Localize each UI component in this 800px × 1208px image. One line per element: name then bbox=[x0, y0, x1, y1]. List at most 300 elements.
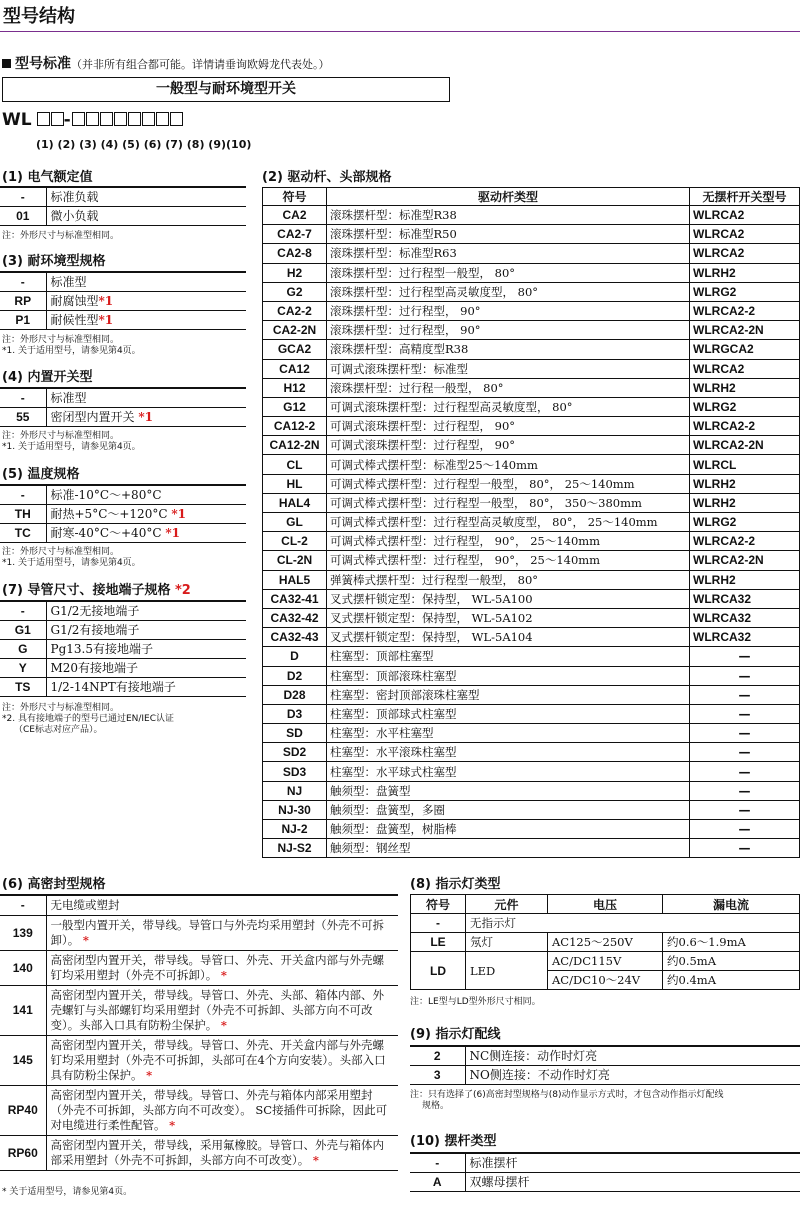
element-cell: 氖灯 bbox=[466, 933, 548, 952]
table-row bbox=[263, 378, 800, 397]
sec9-title: (9) 指示灯配线 bbox=[410, 1027, 501, 1042]
note: （CE标志对应产品）。 bbox=[14, 725, 103, 735]
code-cell: 55 bbox=[0, 407, 46, 426]
current-cell: 约0.5mA bbox=[663, 952, 800, 971]
code-cell: TS bbox=[0, 677, 46, 696]
desc-cell: 标准负载 bbox=[46, 187, 246, 206]
title-divider bbox=[0, 31, 800, 32]
lever-type-cell: 柱塞型：顶部柱塞型 bbox=[327, 647, 690, 666]
table-row bbox=[411, 952, 800, 971]
table-row bbox=[263, 628, 800, 647]
code-cell: - bbox=[0, 272, 46, 291]
lever-type-cell: 柱塞型：顶部滚珠柱塞型 bbox=[327, 666, 690, 685]
code-cell: CL-2N bbox=[263, 551, 327, 570]
lever-type-cell: 滚珠摆杆型：过行程型， 90° bbox=[327, 321, 690, 340]
model-prefix: WL bbox=[2, 110, 32, 130]
table-row bbox=[263, 666, 800, 685]
lever-type-cell: 柱塞型：水平滚珠柱塞型 bbox=[327, 743, 690, 762]
code-cell: 139 bbox=[0, 916, 46, 951]
switch-model-cell: — bbox=[690, 647, 800, 666]
table-row bbox=[0, 1086, 398, 1136]
sec4-notes bbox=[2, 431, 141, 453]
code-cell: - bbox=[0, 895, 46, 916]
current-cell: 约0.6～1.9mA bbox=[663, 933, 800, 952]
switch-model-cell: — bbox=[690, 839, 800, 858]
switch-model-cell: — bbox=[690, 781, 800, 800]
lever-type-cell: 滚珠摆杆型：过行程型， 90° bbox=[327, 301, 690, 320]
code-cell: HAL4 bbox=[263, 493, 327, 512]
model-code bbox=[2, 110, 183, 130]
switch-model-cell: WLRCA2-2 bbox=[690, 417, 800, 436]
table-row bbox=[263, 647, 800, 666]
sec8-table bbox=[410, 894, 800, 990]
code-cell: SD2 bbox=[263, 743, 327, 762]
lever-type-cell: 叉式摆杆锁定型：保持型， WL-5A104 bbox=[327, 628, 690, 647]
table-row bbox=[0, 639, 246, 658]
desc-cell: 耐腐蚀型*1 bbox=[46, 291, 246, 310]
note: * 关于适用型号，请参见第4页。 bbox=[2, 1187, 133, 1197]
table-row bbox=[263, 513, 800, 532]
code-cell: 145 bbox=[0, 1036, 46, 1086]
sec3-table bbox=[0, 271, 246, 330]
desc-cell: M20有接地端子 bbox=[46, 658, 246, 677]
table-row bbox=[263, 724, 800, 743]
code-cell: CL bbox=[263, 455, 327, 474]
switch-model-cell: — bbox=[690, 704, 800, 723]
sec6-title: (6) 高密封型规格 bbox=[2, 877, 106, 892]
switch-model-cell: WLRH2 bbox=[690, 263, 800, 282]
table-row bbox=[263, 244, 800, 263]
sec7-table bbox=[0, 600, 246, 697]
table-row bbox=[263, 206, 800, 225]
desc-cell: 标准-10°C～+80°C bbox=[46, 485, 246, 504]
table-row bbox=[263, 225, 800, 244]
square-bullet-icon bbox=[2, 59, 11, 68]
desc-cell: Pg13.5有接地端子 bbox=[46, 639, 246, 658]
sec6-table bbox=[0, 894, 398, 1171]
code-position-numbers: (1) (2) (3) (4) (5) (6) (7) (8) (9)(10) bbox=[36, 138, 252, 151]
lever-type-cell: 可调式棒式摆杆型：过行程型， 90°， 25～140mm bbox=[327, 551, 690, 570]
table-row bbox=[263, 397, 800, 416]
header-cell: 符号 bbox=[263, 188, 327, 206]
desc-cell: G1/2有接地端子 bbox=[46, 620, 246, 639]
table-row bbox=[0, 986, 398, 1036]
switch-model-cell: WLRCA2-2N bbox=[690, 551, 800, 570]
table-row bbox=[0, 1036, 398, 1086]
code-cell: NJ-S2 bbox=[263, 839, 327, 858]
code-cell: GL bbox=[263, 513, 327, 532]
code-cell: CL-2 bbox=[263, 532, 327, 551]
current-cell: 约0.4mA bbox=[663, 971, 800, 990]
desc-cell: 高密闭型内置开关，带导线。导管口、外壳、开关盒内部与外壳螺钉均采用塑封（外壳不可拆卸，头部可在4个方向安装）。头部入口具有防粉尘保护。 * bbox=[46, 1036, 398, 1086]
table-row bbox=[263, 570, 800, 589]
lever-type-cell: 滚珠摆杆型：过行程型高灵敏度型， 80° bbox=[327, 282, 690, 301]
code-cell: 140 bbox=[0, 951, 46, 986]
asterisk-mark: *1 bbox=[138, 410, 153, 424]
sec7-title: (7) 导管尺寸、接地端子规格 *2 bbox=[2, 583, 191, 598]
code-cell: 2 bbox=[410, 1046, 465, 1065]
table-row bbox=[0, 895, 398, 916]
table-row bbox=[410, 1046, 800, 1065]
table-row bbox=[263, 839, 800, 858]
lever-type-cell: 柱塞型：顶部球式柱塞型 bbox=[327, 704, 690, 723]
table-row bbox=[411, 914, 800, 933]
code-cell: - bbox=[0, 388, 46, 407]
sec9-table bbox=[410, 1045, 800, 1085]
lever-type-cell: 柱塞型：密封顶部滚珠柱塞型 bbox=[327, 685, 690, 704]
code-box-6 bbox=[114, 112, 127, 126]
code-box-7 bbox=[128, 112, 141, 126]
lever-type-cell: 弹簧棒式摆杆型：过行程型一般型， 80° bbox=[327, 570, 690, 589]
asterisk-mark: * bbox=[169, 1118, 176, 1132]
sec10-table bbox=[410, 1152, 800, 1192]
table-row bbox=[0, 388, 246, 407]
note: 注：外形尺寸与标准型相同。 bbox=[2, 547, 120, 557]
code-cell: - bbox=[410, 1153, 465, 1172]
asterisk-mark: *2 bbox=[175, 583, 191, 598]
desc-cell: 高密闭型内置开关，带导线。导管口、外壳、开关盒内部与外壳螺钉均采用塑封（外壳不可拆卸）。 * bbox=[46, 951, 398, 986]
note: 规格。 bbox=[422, 1101, 450, 1111]
desc-cell: 密闭型内置开关 *1 bbox=[46, 407, 246, 426]
code-cell: D3 bbox=[263, 704, 327, 723]
code-cell: NJ-30 bbox=[263, 800, 327, 819]
switch-model-cell: WLRCA2 bbox=[690, 244, 800, 263]
code-cell: H12 bbox=[263, 378, 327, 397]
switch-model-cell: — bbox=[690, 666, 800, 685]
asterisk-mark: *1 bbox=[98, 294, 114, 308]
table-row bbox=[0, 601, 246, 620]
sec7-notes bbox=[2, 703, 174, 736]
desc-cell: 一般型内置开关，带导线。导管口与外壳均采用塑封（外壳不可拆卸）。 * bbox=[46, 916, 398, 951]
note: *1. 关于适用型号，请参见第4页。 bbox=[2, 558, 141, 568]
sec3-title: (3) 耐环境型规格 bbox=[2, 254, 106, 269]
code-cell: RP bbox=[0, 291, 46, 310]
table-row bbox=[263, 781, 800, 800]
lever-type-cell: 滚珠摆杆型：标准型R63 bbox=[327, 244, 690, 263]
note: *1. 关于适用型号，请参见第4页。 bbox=[2, 442, 141, 452]
code-cell: CA12-2N bbox=[263, 436, 327, 455]
asterisk-mark: * bbox=[146, 1068, 153, 1082]
switch-model-cell: — bbox=[690, 743, 800, 762]
code-cell: NJ bbox=[263, 781, 327, 800]
code-cell: SD bbox=[263, 724, 327, 743]
note: 注：外形尺寸与标准型相同。 bbox=[2, 431, 120, 441]
code-cell: G bbox=[0, 639, 46, 658]
switch-model-cell: — bbox=[690, 820, 800, 839]
table-row bbox=[0, 677, 246, 696]
sec4-table bbox=[0, 387, 246, 427]
table-row bbox=[0, 310, 246, 329]
desc-cell: NC侧连接：动作时灯亮 bbox=[465, 1046, 800, 1065]
table-row bbox=[263, 474, 800, 493]
switch-model-cell: WLRCA2-2 bbox=[690, 301, 800, 320]
code-box-9 bbox=[156, 112, 169, 126]
sec5-title: (5) 温度规格 bbox=[2, 467, 80, 482]
switch-model-cell: WLRH2 bbox=[690, 378, 800, 397]
table-row bbox=[263, 532, 800, 551]
switch-model-cell: — bbox=[690, 762, 800, 781]
switch-model-cell: WLRCL bbox=[690, 455, 800, 474]
switch-model-cell: — bbox=[690, 724, 800, 743]
switch-model-cell: WLRH2 bbox=[690, 493, 800, 512]
table-row bbox=[0, 291, 246, 310]
code-cell: D bbox=[263, 647, 327, 666]
header-cell: 无摆杆开关型号 bbox=[690, 188, 800, 206]
asterisk-mark: * bbox=[82, 933, 89, 947]
code-cell: CA2-2N bbox=[263, 321, 327, 340]
table-row bbox=[263, 608, 800, 627]
code-dash: - bbox=[63, 110, 71, 130]
table-row bbox=[0, 1136, 398, 1171]
code-cell: - bbox=[411, 914, 466, 933]
lever-type-cell: 可调式滚珠摆杆型：标准型 bbox=[327, 359, 690, 378]
code-cell: GCA2 bbox=[263, 340, 327, 359]
code-cell: H2 bbox=[263, 263, 327, 282]
lever-type-cell: 触须型：盘簧型，多圈 bbox=[327, 800, 690, 819]
code-cell: - bbox=[0, 601, 46, 620]
code-cell: CA32-42 bbox=[263, 608, 327, 627]
standard-line bbox=[2, 53, 330, 73]
table-row bbox=[410, 1172, 800, 1191]
desc-cell: 标准摆杆 bbox=[465, 1153, 800, 1172]
code-cell: SD3 bbox=[263, 762, 327, 781]
page-title: 型号结构 bbox=[3, 6, 75, 27]
lever-type-cell: 触须型：盘簧型 bbox=[327, 781, 690, 800]
header-cell: 驱动杆类型 bbox=[327, 188, 690, 206]
table-row bbox=[0, 272, 246, 291]
note: *1. 关于适用型号，请参见第4页。 bbox=[2, 346, 141, 356]
switch-model-cell: WLRCA2-2 bbox=[690, 532, 800, 551]
lever-type-cell: 可调式棒式摆杆型：标准型25～140mm bbox=[327, 455, 690, 474]
sec2-table bbox=[262, 187, 800, 858]
note: 注：外形尺寸与标准型相同。 bbox=[2, 231, 120, 241]
header-cell: 符号 bbox=[411, 895, 466, 914]
asterisk-mark: *1 bbox=[171, 507, 186, 521]
table-row bbox=[263, 704, 800, 723]
sec1-notes bbox=[2, 231, 119, 242]
switch-model-cell: WLRCA32 bbox=[690, 628, 800, 647]
table-row bbox=[263, 340, 800, 359]
note: 注：外形尺寸与标准型相同。 bbox=[2, 703, 120, 713]
table-row bbox=[0, 407, 246, 426]
asterisk-mark: * bbox=[220, 1018, 227, 1032]
desc-cell: 标准型 bbox=[46, 272, 246, 291]
switch-model-cell: WLRCA2 bbox=[690, 206, 800, 225]
voltage-cell: AC125～250V bbox=[548, 933, 663, 952]
asterisk-mark: *1 bbox=[98, 313, 114, 327]
table-row bbox=[263, 359, 800, 378]
code-cell: RP60 bbox=[0, 1136, 46, 1171]
code-cell: CA32-41 bbox=[263, 589, 327, 608]
switch-model-cell: WLRCA32 bbox=[690, 589, 800, 608]
switch-model-cell: WLRG2 bbox=[690, 282, 800, 301]
table-row bbox=[0, 916, 398, 951]
standard-title: 型号标准 bbox=[15, 56, 71, 72]
table-row bbox=[410, 1153, 800, 1172]
code-cell: - bbox=[0, 485, 46, 504]
standard-note: （并非所有组合都可能。详情请垂询欧姆龙代表处。） bbox=[71, 58, 330, 71]
lever-type-cell: 滚珠摆杆型：标准型R50 bbox=[327, 225, 690, 244]
sec10-title: (10) 摆杆类型 bbox=[410, 1134, 497, 1149]
code-cell: G12 bbox=[263, 397, 327, 416]
lever-type-cell: 可调式滚珠摆杆型：过行程型， 90° bbox=[327, 436, 690, 455]
sec4-title: (4) 内置开关型 bbox=[2, 370, 93, 385]
table-row bbox=[0, 504, 246, 523]
table-row bbox=[263, 762, 800, 781]
lever-type-cell: 可调式棒式摆杆型：过行程型一般型， 80°， 25～140mm bbox=[327, 474, 690, 493]
code-cell: 141 bbox=[0, 986, 46, 1036]
table-header-row bbox=[263, 188, 800, 206]
code-cell: LD bbox=[411, 952, 466, 990]
desc-cell: 双螺母摆杆 bbox=[465, 1172, 800, 1191]
code-cell: G2 bbox=[263, 282, 327, 301]
table-row bbox=[0, 658, 246, 677]
table-row bbox=[0, 206, 246, 225]
switch-model-cell: — bbox=[690, 685, 800, 704]
code-cell: A bbox=[410, 1172, 465, 1191]
sec1-title: (1) 电气额定值 bbox=[2, 170, 93, 185]
code-box-3 bbox=[72, 112, 85, 126]
voltage-cell: AC/DC115V bbox=[548, 952, 663, 971]
lever-type-cell: 可调式棒式摆杆型：过行程型高灵敏度型， 80°， 25～140mm bbox=[327, 513, 690, 532]
table-row bbox=[263, 263, 800, 282]
code-cell: CA2-8 bbox=[263, 244, 327, 263]
lever-type-cell: 叉式摆杆锁定型：保持型， WL-5A102 bbox=[327, 608, 690, 627]
switch-model-cell: WLRH2 bbox=[690, 570, 800, 589]
code-cell: CA12 bbox=[263, 359, 327, 378]
code-box-5 bbox=[100, 112, 113, 126]
table-row bbox=[0, 951, 398, 986]
switch-model-cell: WLRCA2 bbox=[690, 225, 800, 244]
table-row bbox=[411, 933, 800, 952]
table-row bbox=[263, 321, 800, 340]
code-cell: HL bbox=[263, 474, 327, 493]
switch-model-cell: WLRCA2-2N bbox=[690, 436, 800, 455]
switch-model-cell: WLRCA32 bbox=[690, 608, 800, 627]
code-cell: D2 bbox=[263, 666, 327, 685]
lever-type-cell: 叉式摆杆锁定型：保持型， WL-5A100 bbox=[327, 589, 690, 608]
switch-model-cell: WLRGCA2 bbox=[690, 340, 800, 359]
table-row bbox=[263, 282, 800, 301]
switch-type-banner: 一般型与耐环境型开关 bbox=[2, 77, 450, 102]
lever-type-cell: 可调式滚珠摆杆型：过行程型高灵敏度型， 80° bbox=[327, 397, 690, 416]
table-header-row bbox=[411, 895, 800, 914]
table-row bbox=[0, 485, 246, 504]
switch-model-cell: WLRCA2-2N bbox=[690, 321, 800, 340]
lever-type-cell: 滚珠摆杆型：过行程型一般型， 80° bbox=[327, 263, 690, 282]
lever-type-cell: 触须型：盘簧型，树脂棒 bbox=[327, 820, 690, 839]
header-cell: 元件 bbox=[466, 895, 548, 914]
lever-type-cell: 滚珠摆杆型：过行程一般型， 80° bbox=[327, 378, 690, 397]
element-cell: LED bbox=[466, 952, 548, 990]
switch-model-cell: WLRH2 bbox=[690, 474, 800, 493]
table-row bbox=[263, 436, 800, 455]
code-cell: HAL5 bbox=[263, 570, 327, 589]
asterisk-mark: *1 bbox=[165, 526, 180, 540]
desc-cell: 耐寒-40°C～+40°C *1 bbox=[46, 523, 246, 542]
desc-cell: 标准型 bbox=[46, 388, 246, 407]
desc-cell: 高密闭型内置开关，带导线。导管口、外壳、头部、箱体内部、外壳螺钉与头部螺钉均采用塑封（外壳不可拆卸、头部方向不可改变）。头部入口具有防粉尘保护。 * bbox=[46, 986, 398, 1036]
table-row bbox=[263, 301, 800, 320]
sec8-notes bbox=[410, 997, 541, 1008]
table-row bbox=[263, 685, 800, 704]
desc-cell: 1/2-14NPT有接地端子 bbox=[46, 677, 246, 696]
note: 注：外形尺寸与标准型相同。 bbox=[2, 335, 120, 345]
code-cell: TC bbox=[0, 523, 46, 542]
desc-cell: NO侧连接：不动作时灯亮 bbox=[465, 1065, 800, 1084]
table-row bbox=[263, 589, 800, 608]
table-row bbox=[263, 493, 800, 512]
code-cell: D28 bbox=[263, 685, 327, 704]
lever-type-cell: 滚珠摆杆型：高精度型R38 bbox=[327, 340, 690, 359]
sec9-notes bbox=[410, 1090, 724, 1112]
table-row bbox=[263, 800, 800, 819]
code-box-1 bbox=[37, 112, 50, 126]
code-cell: - bbox=[0, 187, 46, 206]
code-box-4 bbox=[86, 112, 99, 126]
code-cell: CA2-2 bbox=[263, 301, 327, 320]
sec3-notes bbox=[2, 335, 141, 357]
code-box-8 bbox=[142, 112, 155, 126]
table-row bbox=[263, 743, 800, 762]
note: 注：LE型与LD型外形尺寸相同。 bbox=[410, 997, 541, 1007]
code-cell: 01 bbox=[0, 206, 46, 225]
code-cell: RP40 bbox=[0, 1086, 46, 1136]
table-row bbox=[0, 620, 246, 639]
code-box-2 bbox=[51, 112, 64, 126]
asterisk-mark: * bbox=[220, 968, 227, 982]
note: 注：只有选择了(6)高密封型规格与(8)动作显示方式时，才包含动作指示灯配线 bbox=[410, 1090, 724, 1100]
lever-type-cell: 柱塞型：水平球式柱塞型 bbox=[327, 762, 690, 781]
switch-model-cell: WLRCA2 bbox=[690, 359, 800, 378]
code-cell: P1 bbox=[0, 310, 46, 329]
table-row bbox=[263, 551, 800, 570]
code-cell: CA12-2 bbox=[263, 417, 327, 436]
table-row bbox=[410, 1065, 800, 1084]
code-cell: CA32-43 bbox=[263, 628, 327, 647]
voltage-cell: AC/DC10～24V bbox=[548, 971, 663, 990]
code-cell: 3 bbox=[410, 1065, 465, 1084]
lever-type-cell: 滚珠摆杆型：标准型R38 bbox=[327, 206, 690, 225]
lever-type-cell: 可调式棒式摆杆型：过行程型， 90°， 25～140mm bbox=[327, 532, 690, 551]
code-cell: CA2 bbox=[263, 206, 327, 225]
table-row bbox=[263, 417, 800, 436]
code-box-10 bbox=[170, 112, 183, 126]
code-cell: Y bbox=[0, 658, 46, 677]
sec2-title: (2) 驱动杆、头部规格 bbox=[262, 170, 392, 185]
code-cell: TH bbox=[0, 504, 46, 523]
desc-cell: 微小负载 bbox=[46, 206, 246, 225]
lever-type-cell: 可调式棒式摆杆型：过行程型一般型， 80°， 350～380mm bbox=[327, 493, 690, 512]
desc-cell: 高密闭型内置开关，带导线，采用氟橡胶。导管口、外壳与箱体内部采用塑封（外壳不可拆卸，头部方向不可改变）。 * bbox=[46, 1136, 398, 1171]
table-row bbox=[0, 523, 246, 542]
code-cell: LE bbox=[411, 933, 466, 952]
asterisk-mark: * bbox=[312, 1153, 319, 1167]
lever-type-cell: 可调式滚珠摆杆型：过行程型， 90° bbox=[327, 417, 690, 436]
code-cell: G1 bbox=[0, 620, 46, 639]
switch-model-cell: WLRG2 bbox=[690, 397, 800, 416]
header-cell: 电压 bbox=[548, 895, 663, 914]
sec5-notes bbox=[2, 547, 141, 569]
switch-model-cell: — bbox=[690, 800, 800, 819]
table-row bbox=[263, 455, 800, 474]
sec1-table bbox=[0, 186, 246, 226]
desc-cell: 高密闭型内置开关，带导线。导管口、外壳与箱体内部采用塑封（外壳不可拆卸，头部方向不可改变）。 SC接插件可拆除，因此可对电缆进行柔性配管。 * bbox=[46, 1086, 398, 1136]
code-cell: NJ-2 bbox=[263, 820, 327, 839]
note: *2. 具有接地端子的型号已通过EN/IEC认证 bbox=[2, 714, 175, 724]
header-cell: 漏电流 bbox=[663, 895, 800, 914]
switch-model-cell: WLRG2 bbox=[690, 513, 800, 532]
